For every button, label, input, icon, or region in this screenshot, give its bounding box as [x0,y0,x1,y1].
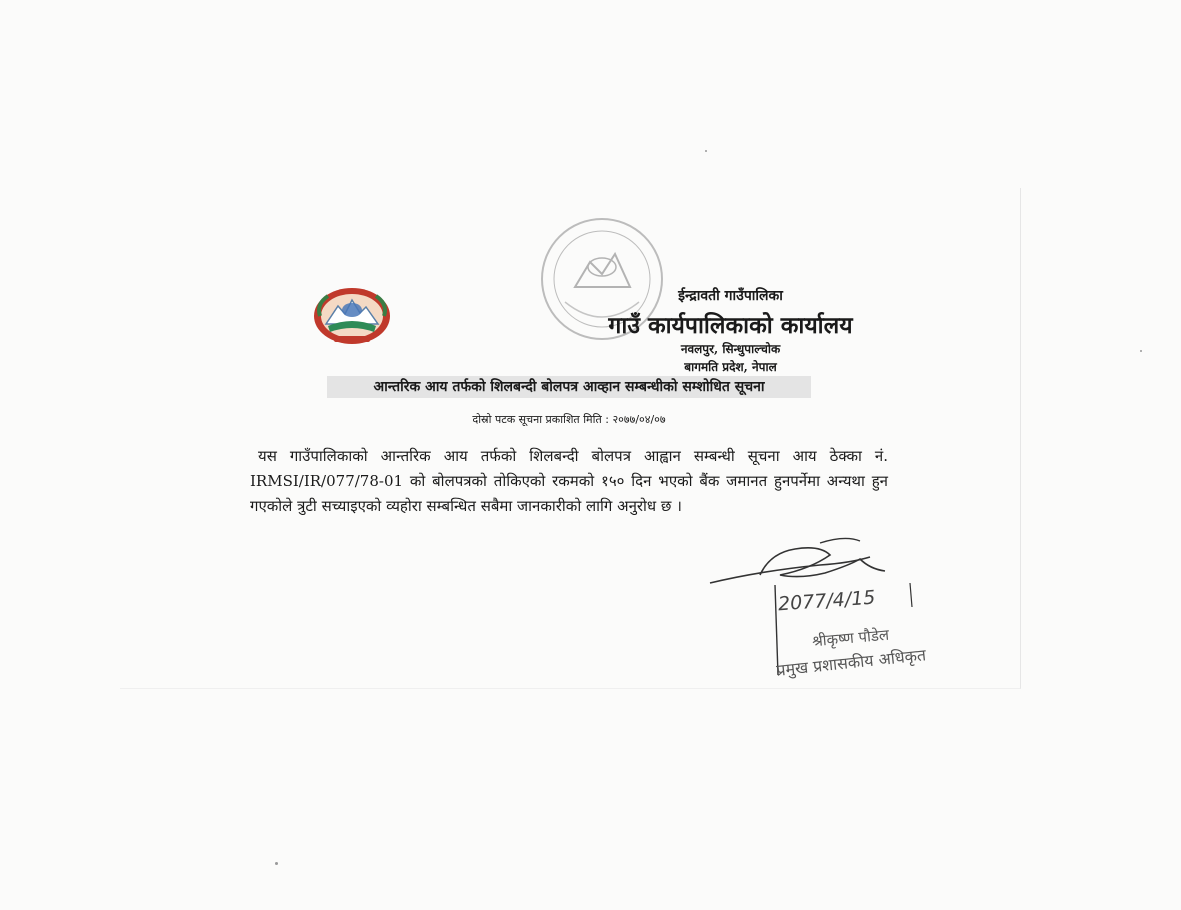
office-address: नवलपुर, सिन्धुपाल्चोक [680,342,781,356]
scan-speck [1140,350,1142,352]
scan-speck [275,862,278,865]
signatory-role: प्रमुख प्रशासकीय अधिकृत [775,645,927,680]
scan-speck [705,150,707,152]
notice-title: आन्तरिक आय तर्फको शिलबन्दी बोलपत्र आव्हान सम्बन्धीको सम्शोधित सूचना [327,376,811,398]
signatory-name: श्रीकृष्ण पौडेल [811,625,890,651]
publish-date: दोस्रो पटक सूचना प्रकाशित मिति : २०७७/०४/०७ [472,413,666,426]
office-province: बागमति प्रदेश, नेपाल [684,360,777,374]
signature-date: 2077/4/15 [777,586,877,616]
office-title: गाउँ कार्यपालिकाको कार्यालय [608,312,853,339]
office-name: ईन्द्रावती गाउँपालिका [678,288,783,304]
notice-body [250,444,888,519]
notice-body-text: यस गाउँपालिकाको आन्तरिक आय तर्फको शिलबन्दी बोलपत्र आह्वान सम्बन्धी सूचना आय ठेक्का नं. IRMSI/IR/077/78-01 को बोलपत्रको तोकिएको रकमको १५० दिन भएको बैंक जमानत हुनपर्नेमा अन्यथा हुन गएकोले त्रुटी सच्याइएको व्यहोरा सम्बन्धित सबैमा जानकारीको लागि अनुरोध छ । [250,447,888,515]
